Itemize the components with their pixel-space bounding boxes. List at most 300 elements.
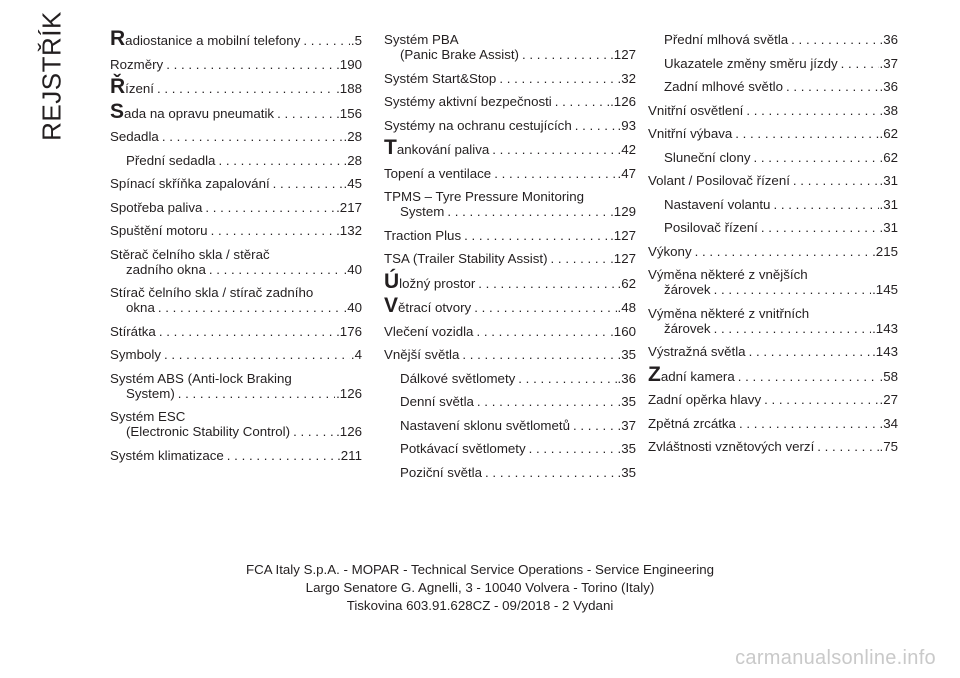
entry-title <box>126 386 175 401</box>
entry-row <box>648 173 898 188</box>
index-entry <box>384 347 636 362</box>
entry-row <box>126 153 362 168</box>
entry-row <box>110 324 362 339</box>
entry-title <box>110 324 156 339</box>
dot-leader <box>491 166 616 181</box>
entry-row <box>384 294 636 317</box>
index-entry <box>384 228 636 243</box>
footer-line-company: FCA Italy S.p.A. - MOPAR - Technical Service Operations - Service Engineering <box>245 562 715 577</box>
index-subentry <box>648 56 898 71</box>
index-entry <box>110 129 362 144</box>
page-number: .35 <box>617 464 636 480</box>
dot-leader <box>461 228 609 243</box>
index-entry <box>384 71 636 86</box>
entry-title-text: (Electronic Stability Control) <box>126 424 291 439</box>
entry-title <box>126 153 215 168</box>
page-number: .4 <box>350 347 362 362</box>
page-number: .127 <box>610 47 636 62</box>
entry-row <box>384 228 636 243</box>
index-entry <box>384 269 636 293</box>
page-number: .32 <box>617 70 636 86</box>
entry-row <box>648 103 898 118</box>
index-subentry <box>384 371 636 386</box>
dot-leader <box>758 220 879 235</box>
entry-title <box>110 448 224 463</box>
entry-title-text: ložný prostor <box>399 275 476 291</box>
page-number: .62 <box>879 126 898 141</box>
dot-leader <box>215 153 342 168</box>
page-number: .31 <box>879 220 898 235</box>
entry-title-text: Ukazatele změny směru jízdy <box>664 55 838 71</box>
dot-leader <box>770 197 878 212</box>
index-subentry <box>648 197 898 212</box>
entry-title <box>110 75 154 98</box>
page-number: .126 <box>336 424 362 439</box>
page-number: .35 <box>617 394 636 409</box>
entry-row <box>664 197 898 212</box>
entry-title <box>664 220 758 235</box>
entry-title <box>664 32 788 47</box>
entry-title-text: žárovek <box>664 320 711 336</box>
entry-row <box>110 386 362 401</box>
entry-row <box>110 448 362 463</box>
entry-row <box>384 71 636 86</box>
page-number: .36 <box>617 370 636 386</box>
entry-title <box>648 392 761 407</box>
entry-title-text: Symboly <box>110 347 161 362</box>
entry-row <box>384 251 636 266</box>
dot-leader <box>270 176 343 191</box>
dot-leader <box>783 79 879 94</box>
entry-title <box>110 200 202 215</box>
entry-row <box>384 204 636 219</box>
entry-row <box>400 394 636 409</box>
entry-row <box>384 324 636 339</box>
index-entry <box>384 118 636 133</box>
entry-title <box>384 251 548 266</box>
dot-leader <box>814 439 878 454</box>
page-number: .127 <box>610 251 636 266</box>
index-entry <box>110 371 362 401</box>
dot-leader <box>482 465 616 480</box>
entry-title <box>110 223 208 238</box>
dot-leader <box>736 416 879 431</box>
page-number: .62 <box>617 275 636 291</box>
page-number: .75 <box>879 439 898 454</box>
entry-title-text: (Panic Brake Assist) <box>400 47 519 62</box>
entry-title-text: Denní světla <box>400 394 474 409</box>
index-side-title <box>28 11 76 141</box>
entry-row <box>384 347 636 362</box>
index-entry <box>384 189 636 219</box>
entry-row <box>400 465 636 480</box>
entry-row <box>384 94 636 109</box>
entry-title-text: adiostanice a mobilní telefony <box>125 33 301 48</box>
page-number: .37 <box>617 417 636 433</box>
entry-title-text: TSA (Trailer Stability Assist) <box>384 251 548 266</box>
index-entry <box>110 409 362 439</box>
entry-title <box>648 126 732 141</box>
entry-title <box>664 282 711 297</box>
dot-leader <box>274 106 335 121</box>
entry-title <box>648 344 746 359</box>
dot-leader <box>548 251 610 266</box>
entry-title-text: ankování paliva <box>396 142 490 157</box>
entry-title <box>400 371 515 386</box>
entry-row <box>110 129 362 144</box>
entry-text-line1: Stírač čelního skla / stírač zadního <box>110 285 314 300</box>
entry-text-line1: Výměna některé z vnitřních <box>648 305 810 321</box>
page-number: .127 <box>610 227 636 243</box>
page-number: .132 <box>336 223 362 238</box>
dot-leader <box>570 418 617 433</box>
page-number: .31 <box>879 196 898 212</box>
footer-line-address: Largo Senatore G. Agnelli, 3 - 10040 Volvera - Torino (Italy) <box>305 580 655 595</box>
entry-title-text: žárovek <box>664 282 711 297</box>
entry-title-text: Poziční světla <box>400 464 483 480</box>
dot-leader <box>761 392 878 407</box>
entry-title-text: Zpětná zrcátka <box>648 415 736 431</box>
page-number: .143 <box>872 344 898 359</box>
entry-row <box>648 244 898 259</box>
entry-title-text: Přední mlhová světla <box>664 32 789 47</box>
page-number: .27 <box>879 392 898 407</box>
entry-row <box>648 321 898 336</box>
page-number: .40 <box>343 300 362 315</box>
entry-row <box>110 27 362 50</box>
index-entry <box>384 324 636 339</box>
entry-title <box>126 262 206 277</box>
entry-title <box>648 244 692 259</box>
dot-leader <box>154 81 335 96</box>
dot-leader <box>474 394 617 409</box>
entry-row <box>664 220 898 235</box>
index-subentry <box>648 79 898 94</box>
entry-title <box>110 99 275 123</box>
page-number: .35 <box>617 441 636 456</box>
entry-text-line1: Systém PBA <box>384 32 459 47</box>
publisher-footer <box>0 561 960 615</box>
dot-leader <box>572 118 617 133</box>
index-entry <box>648 344 898 359</box>
section-initial-letter: V <box>384 294 399 317</box>
index-entry <box>384 166 636 181</box>
entry-title <box>664 321 711 336</box>
entry-title <box>384 136 490 159</box>
entry-title-text: Dálkové světlomety <box>400 370 516 386</box>
index-subentry <box>648 32 898 47</box>
entry-title-text: Potkávací světlomety <box>400 441 526 456</box>
entry-title <box>648 173 790 188</box>
section-initial-letter: T <box>384 136 397 159</box>
section-initial-letter: Z <box>648 362 661 386</box>
entry-text-line1: Systém ABS (Anti-lock Braking <box>110 370 292 386</box>
index-side-title-text: REJSTŘÍK <box>36 11 67 141</box>
page-number: .35 <box>617 347 636 362</box>
dot-leader <box>224 448 336 463</box>
index-entry <box>648 103 898 118</box>
entry-row <box>648 344 898 359</box>
entry-row <box>648 392 898 407</box>
entry-row <box>384 47 636 62</box>
index-entry <box>384 294 636 317</box>
index-column-1 <box>110 27 362 471</box>
entry-title-text: Systémy aktivní bezpečnosti <box>384 94 552 109</box>
dot-leader <box>692 244 872 259</box>
entry-title-text: okna <box>126 300 155 315</box>
index-entry <box>648 416 898 431</box>
entry-title <box>400 418 570 433</box>
entry-row <box>648 362 898 386</box>
entry-title <box>664 150 750 165</box>
index-subentry <box>648 150 898 165</box>
index-subentry <box>384 441 636 456</box>
page-number: .36 <box>879 32 898 47</box>
entry-title-text: Vnitřní osvětlení <box>648 102 744 118</box>
entry-title <box>384 166 491 181</box>
page-number: .37 <box>879 55 898 71</box>
index-entry <box>648 126 898 141</box>
page-number: .126 <box>336 385 362 401</box>
index-entry <box>110 285 362 315</box>
entry-title <box>126 300 155 315</box>
entry-title-text: Topení a ventilace <box>384 165 492 181</box>
entry-title <box>384 324 473 339</box>
page-number: .47 <box>617 165 636 181</box>
entry-row <box>110 57 362 72</box>
entry-title <box>384 94 552 109</box>
entry-title <box>400 394 474 409</box>
page-number: .217 <box>336 199 362 215</box>
entry-title <box>664 197 770 212</box>
index-entry <box>110 223 362 238</box>
dot-leader <box>471 300 616 315</box>
index-subentry <box>384 418 636 433</box>
index-entry <box>110 324 362 339</box>
entry-row <box>110 262 362 277</box>
entry-title-text: System) <box>126 385 175 401</box>
entry-row <box>664 32 898 47</box>
entry-title <box>648 362 735 386</box>
entry-title <box>384 71 496 86</box>
entry-title <box>384 228 461 243</box>
dot-leader <box>526 441 617 456</box>
index-entry <box>110 347 362 362</box>
page-number: .36 <box>879 79 898 94</box>
dot-leader <box>155 300 343 315</box>
page-number: .58 <box>879 368 898 384</box>
entry-title-text: Výkony <box>648 243 692 259</box>
entry-title-text: Systém klimatizace <box>110 447 224 463</box>
entry-title <box>400 465 482 480</box>
dot-leader <box>788 32 878 47</box>
page-number: .38 <box>879 102 898 118</box>
entry-row <box>384 166 636 181</box>
index-entry <box>648 439 898 454</box>
entry-title-text: adní kamera <box>660 368 735 384</box>
entry-title <box>648 103 743 118</box>
index-entry <box>648 392 898 407</box>
entry-title-text: Volant / Posilovač řízení <box>648 173 790 188</box>
section-initial-letter: Ř <box>110 75 126 98</box>
dot-leader <box>459 347 616 362</box>
page-number: .156 <box>336 105 362 121</box>
entry-title-text: Zvláštnosti vznětových verzí <box>648 439 815 454</box>
page-number: .211 <box>337 447 362 463</box>
page-number: .34 <box>879 415 898 431</box>
entry-title <box>110 27 301 50</box>
entry-title-text: Stírátka <box>110 323 156 339</box>
entry-title <box>384 294 472 317</box>
page-number: .143 <box>872 320 898 336</box>
dot-leader <box>732 126 878 141</box>
entry-row <box>384 269 636 293</box>
entry-text-line1: Výměna některé z vnějších <box>648 267 808 282</box>
entry-title <box>400 47 519 62</box>
page-number: .62 <box>879 149 898 165</box>
entry-row <box>110 75 362 98</box>
entry-row <box>400 371 636 386</box>
index-entry <box>384 136 636 159</box>
entry-title <box>648 416 736 431</box>
entry-title-text: Vnitřní výbava <box>648 126 733 141</box>
index-entry <box>648 267 898 297</box>
entry-title-text: Systém Start&Stop <box>384 70 497 86</box>
dot-leader <box>496 71 616 86</box>
page-number: .31 <box>879 173 898 188</box>
entry-title-text: ada na opravu pneumatik <box>124 105 275 121</box>
dot-leader <box>208 223 336 238</box>
index-entry <box>110 176 362 191</box>
page-number: .45 <box>343 176 362 191</box>
entry-row <box>384 118 636 133</box>
page-number: .48 <box>617 300 636 315</box>
entry-title <box>110 347 161 362</box>
index-entry <box>110 75 362 98</box>
section-initial-letter: Ú <box>384 269 400 293</box>
dot-leader <box>790 173 879 188</box>
entry-title-text: zadního okna <box>126 261 206 277</box>
entry-title <box>110 176 270 191</box>
page-number: .42 <box>617 142 636 157</box>
index-column-2 <box>384 32 636 488</box>
entry-row <box>400 441 636 456</box>
entry-title-text: Posilovač řízení <box>664 220 758 235</box>
entry-title-text: Rozměry <box>110 56 164 72</box>
index-entry <box>648 362 898 386</box>
entry-title <box>648 439 814 454</box>
page-number: .28 <box>343 129 362 144</box>
entry-row <box>110 424 362 439</box>
entry-title-text: Nastavení sklonu světlometů <box>400 417 570 433</box>
entry-row <box>384 136 636 159</box>
entry-title <box>384 347 459 362</box>
entry-title-text: Traction Plus <box>384 227 462 243</box>
entry-text-line1: TPMS – Tyre Pressure Monitoring <box>384 189 585 204</box>
entry-row <box>664 150 898 165</box>
entry-title <box>400 204 444 219</box>
index-entry <box>384 251 636 266</box>
index-entry <box>110 200 362 215</box>
index-entry <box>648 244 898 259</box>
entry-title-text: Zadní mlhové světlo <box>664 79 783 94</box>
index-entry <box>110 448 362 463</box>
index-subentry <box>384 465 636 480</box>
dot-leader <box>746 344 872 359</box>
entry-title-text: Spotřeba paliva <box>110 199 203 215</box>
entry-row <box>110 200 362 215</box>
index-entry <box>648 173 898 188</box>
page-number: .40 <box>343 261 362 277</box>
dot-leader <box>515 371 616 386</box>
page-number: .176 <box>336 323 362 339</box>
entry-row <box>648 126 898 141</box>
entry-title-text: Vlečení vozidla <box>384 323 474 339</box>
footer-line-publication: Tiskovina 603.91.628CZ - 09/2018 - 2 Vydani <box>346 598 614 613</box>
dot-leader <box>159 129 343 144</box>
dot-leader <box>473 324 609 339</box>
entry-title-text: Zadní opěrka hlavy <box>648 392 762 407</box>
entry-title <box>664 56 838 71</box>
section-initial-letter: R <box>110 27 126 50</box>
page-number: .145 <box>872 282 898 297</box>
dot-leader <box>163 57 335 72</box>
entry-row <box>648 416 898 431</box>
dot-leader <box>175 386 335 401</box>
entry-row <box>110 99 362 123</box>
page-number: .188 <box>336 81 362 96</box>
dot-leader <box>489 142 616 157</box>
dot-leader <box>300 33 350 48</box>
page-number: .215 <box>872 243 898 259</box>
entry-title-text: System <box>400 204 445 219</box>
index-entry <box>110 27 362 50</box>
entry-title-text: Vnější světla <box>384 347 460 362</box>
entry-title-text: Výstražná světla <box>648 344 746 359</box>
dot-leader <box>743 103 878 118</box>
dot-leader <box>750 150 878 165</box>
entry-title-text: ízení <box>125 81 154 96</box>
entry-row <box>110 300 362 315</box>
entry-title-text: Nastavení volantu <box>664 196 771 212</box>
index-entry <box>384 94 636 109</box>
entry-title <box>126 424 290 439</box>
index-subentry <box>384 394 636 409</box>
watermark: carmanualsonline.info <box>735 647 936 669</box>
index-subentry <box>648 220 898 235</box>
dot-leader <box>206 262 343 277</box>
entry-title-text: Sluneční clony <box>664 149 751 165</box>
entry-row <box>664 56 898 71</box>
entry-title <box>384 118 572 133</box>
index-entry <box>110 99 362 123</box>
entry-title-text: Přední sedadla <box>126 152 216 168</box>
entry-title <box>400 441 526 456</box>
dot-leader <box>161 347 350 362</box>
entry-text-line1: Systém ESC <box>110 409 186 424</box>
dot-leader <box>519 47 609 62</box>
page-number: .160 <box>610 323 636 339</box>
entry-title <box>384 269 476 293</box>
dot-leader <box>202 200 335 215</box>
page-number: .129 <box>610 204 636 219</box>
index-entry <box>648 306 898 336</box>
entry-title <box>110 129 159 144</box>
dot-leader <box>711 321 872 336</box>
index-entry <box>384 32 636 62</box>
entry-title-text: ětrací otvory <box>398 300 472 315</box>
entry-title-text: Systémy na ochranu cestujících <box>384 117 572 133</box>
